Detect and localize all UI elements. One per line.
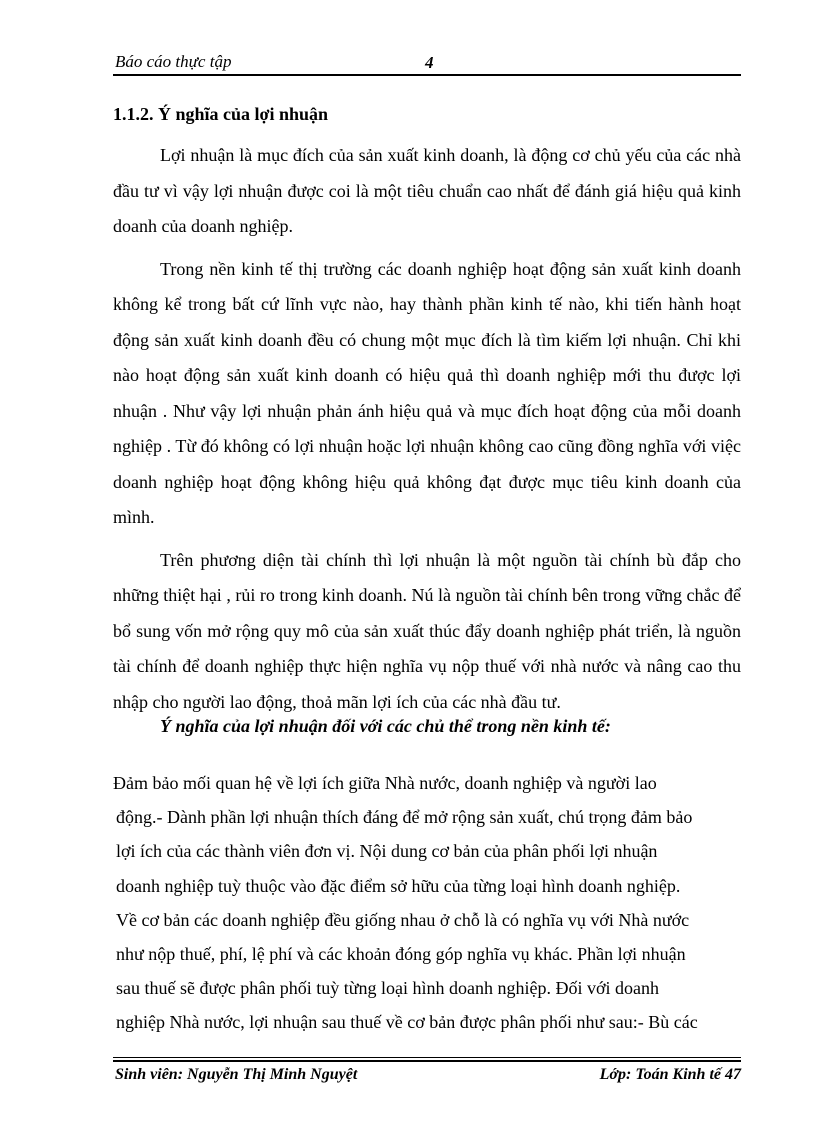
paragraph-1: Lợi nhuận là mục đích của sản xuất kinh doanh, là động cơ chủ yếu của các nhà đầu tư vì vậy lợi nhuận được coi là một tiêu chuẩn cao nhất để đánh giá hiệu quả kinh doanh của doanh nghiệp. [113, 145, 741, 236]
text-line: như nộp thuế, phí, lệ phí và các khoản đóng góp nghĩa vụ khác. Phần lợi nhuận [116, 944, 686, 965]
text-line: động.- Dành phần lợi nhuận thích đáng để mở rộng sản xuất, chú trọng đảm bảo [116, 807, 693, 828]
page-header [113, 50, 741, 78]
text-line: lợi ích của các thành viên đơn vị. Nội dung cơ bản của phân phối lợi nhuận [116, 841, 658, 862]
section-heading: 1.1.2. Ý nghĩa của lợi nhuận [113, 104, 329, 124]
text-line: Về cơ bản các doanh nghiệp đều giống nhau ở chỗ là có nghĩa vụ với Nhà nước [116, 909, 690, 930]
header-title: Báo cáo thực tập [115, 52, 232, 71]
footer-rule-bottom [113, 1060, 741, 1062]
page-footer [113, 1057, 741, 1097]
text-line: sau thuế sẽ được phân phối tuỳ từng loại hình doanh nghiệp. Đối với doanh [116, 978, 659, 999]
subheading: Ý nghĩa của lợi nhuận đối với các chủ thể trong nền kinh tế: [160, 716, 611, 736]
body-text [113, 138, 741, 727]
text-line: nghiệp Nhà nước, lợi nhuận sau thuế về cơ bản được phân phối như sau:- Bù các [116, 1012, 698, 1033]
paragraph-3: Trên phương diện tài chính thì lợi nhuận là một nguồn tài chính bù đắp cho những thiệt hại , rủi ro trong kinh doanh. Nú là nguồn tài chính bên trong vững chắc để bổ sung vốn mở rộng quy mô của sản xuất thúc đẩy doanh nghiệp phát triển, là nguồn tài chính để doanh nghiệp thực hiện nghĩa vụ nộp thuế với nhà nước và nâng cao thu nhập cho người lao động, thoả mãn lợi ích của các nhà đầu tư. [113, 549, 741, 712]
paragraph-2: Trong nền kinh tế thị trường các doanh nghiệp hoạt động sản xuất kinh doanh không kể trong bất cứ lĩnh vực nào, hay thành phần kinh tế nào, khi tiến hành hoạt động sản xuất kinh doanh đều có chung một mục đích là tìm kiếm lợi nhuận. Chỉ khi nào hoạt động sản xuất kinh doanh có hiệu quả thì doanh nghiệp mới thu được lợi nhuận . Như vậy lợi nhuận phản ánh hiệu quả và mục đích hoạt động của mỗi doanh nghiệp . Từ đó không có lợi nhuận hoặc lợi nhuận không cao cũng đồng nghĩa với việc doanh nghiệp hoạt động không hiệu quả không đạt được mục tiêu kinh doanh của mình. [113, 258, 741, 527]
header-rule [113, 74, 741, 76]
student-name: Sinh viên: Nguyễn Thị Minh Nguyệt [115, 1066, 358, 1083]
footer-rule-top [113, 1057, 741, 1058]
text-line: doanh nghiệp tuỳ thuộc vào đặc điểm sở hữu của từng loại hình doanh nghiệp. [116, 875, 681, 896]
class-name: Lớp: Toán Kinh tế 47 [599, 1066, 741, 1083]
text-line: Đảm bảo mối quan hệ về lợi ích giữa Nhà nước, doanh nghiệp và người lao [113, 773, 657, 793]
body-text-continued [113, 766, 741, 1040]
page-number: 4 [425, 53, 434, 72]
